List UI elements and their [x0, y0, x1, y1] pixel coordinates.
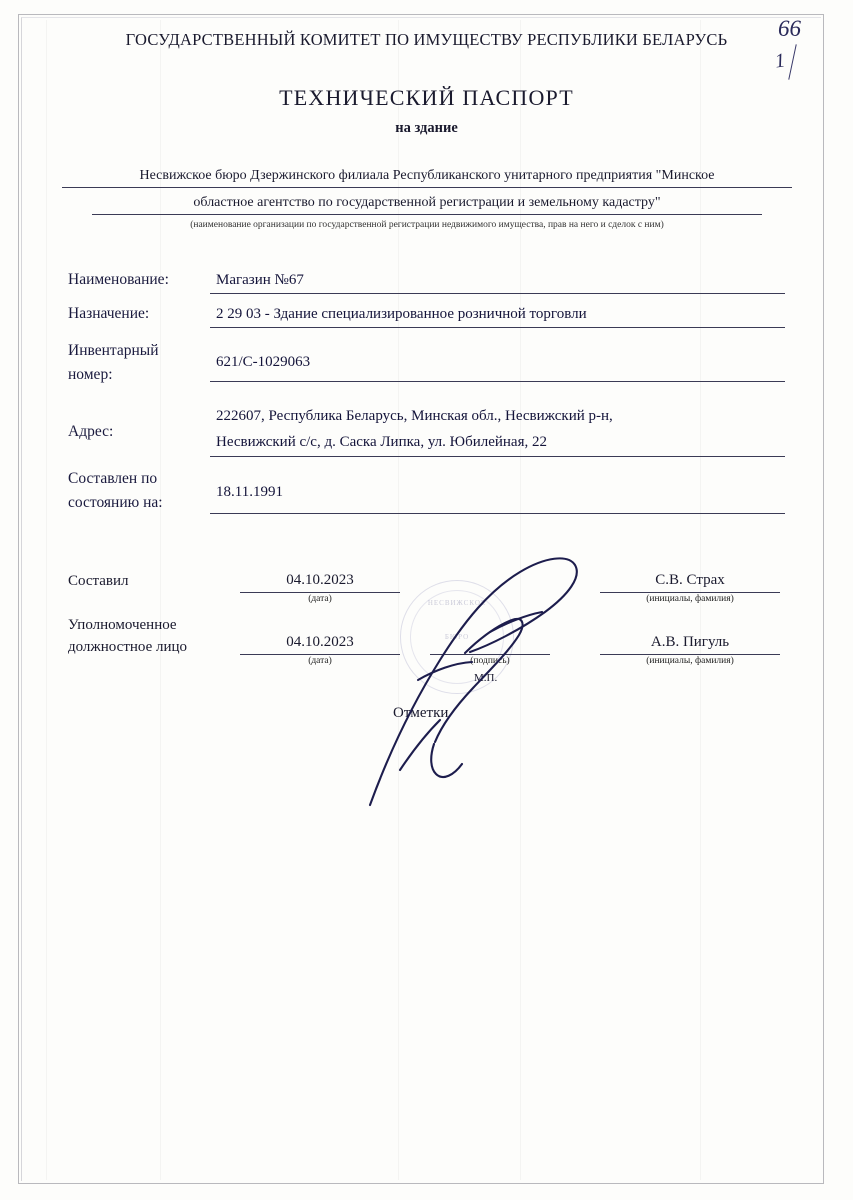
- value-state-date: 18.11.1991: [216, 484, 283, 500]
- value-address-line1: 222607, Республика Беларусь, Минская обл., Несвижский р-н,: [216, 408, 613, 424]
- label-inventory-line2: номер:: [68, 366, 113, 383]
- caption-signature: (подпись): [470, 656, 510, 666]
- rule-purpose: [210, 327, 785, 328]
- stamp-text-bottom: БЮРО: [444, 633, 470, 641]
- value-authorized-name: А.В. Пигуль: [650, 634, 730, 650]
- caption-compiled-initials: (инициалы, фамилия): [646, 594, 734, 604]
- value-address-line2: Несвижский с/с, д. Саска Липка, ул. Юбилейная, 22: [216, 434, 547, 450]
- document-title: ТЕХНИЧЕСКИЙ ПАСПОРТ: [279, 85, 574, 110]
- page-number-handwritten: 66: [778, 16, 801, 41]
- rule-compiled-date: [240, 592, 400, 593]
- organization-line-2: областное агентство по государственной регистрации и земельному кадастру": [92, 195, 762, 215]
- caption-authorized-initials: (инициалы, фамилия): [646, 656, 734, 666]
- label-address: Адрес:: [68, 423, 114, 440]
- label-notes: Отметки: [393, 705, 449, 721]
- label-purpose: Назначение:: [68, 305, 150, 322]
- rule-authorized-name: [600, 654, 780, 655]
- label-inventory-line1: Инвентарный: [68, 342, 159, 359]
- value-compiled-name: С.В. Страх: [655, 572, 725, 588]
- caption-authorized-date: (дата): [308, 656, 332, 666]
- label-name: Наименование:: [68, 271, 169, 288]
- label-authorized-line2: должностное лицо: [68, 639, 188, 655]
- stamp-text-top: НЕСВИЖСКОЕ: [427, 599, 487, 607]
- rule-name: [210, 293, 785, 294]
- value-purpose: 2 29 03 - Здание специализированное розничной торговли: [216, 306, 587, 322]
- official-stamp: [400, 580, 514, 694]
- value-inventory: 621/С-1029063: [216, 354, 311, 370]
- value-authorized-date: 04.10.2023: [286, 634, 354, 650]
- page-number-secondary-handwritten: 1: [773, 49, 787, 73]
- caption-compiled-date: (дата): [308, 594, 332, 604]
- rule-address: [210, 456, 785, 457]
- label-mp: М.П.: [474, 672, 498, 684]
- label-state-line2: состоянию на:: [68, 494, 163, 511]
- label-authorized-line1: Уполномоченное: [68, 617, 177, 633]
- organization-caption: (наименование организации по государственной регистрации недвижимого имущества, прав на него и сделок с ним): [190, 220, 664, 230]
- document-subtitle: на здание: [395, 120, 458, 136]
- rule-authorized-date: [240, 654, 400, 655]
- label-state-line1: Составлен по: [68, 470, 158, 487]
- rule-compiled-name: [600, 592, 780, 593]
- rule-state: [210, 513, 785, 514]
- label-compiled-by: Составил: [68, 573, 129, 589]
- value-name: Магазин №67: [216, 272, 304, 288]
- organization-line-1: Несвижское бюро Дзержинского филиала Республиканского унитарного предприятия "Минское: [62, 168, 792, 188]
- value-compiled-date: 04.10.2023: [286, 572, 354, 588]
- rule-inventory: [210, 381, 785, 382]
- committee-header: ГОСУДАРСТВЕННЫЙ КОМИТЕТ ПО ИМУЩЕСТВУ РЕСПУБЛИКИ БЕЛАРУСЬ: [125, 30, 728, 49]
